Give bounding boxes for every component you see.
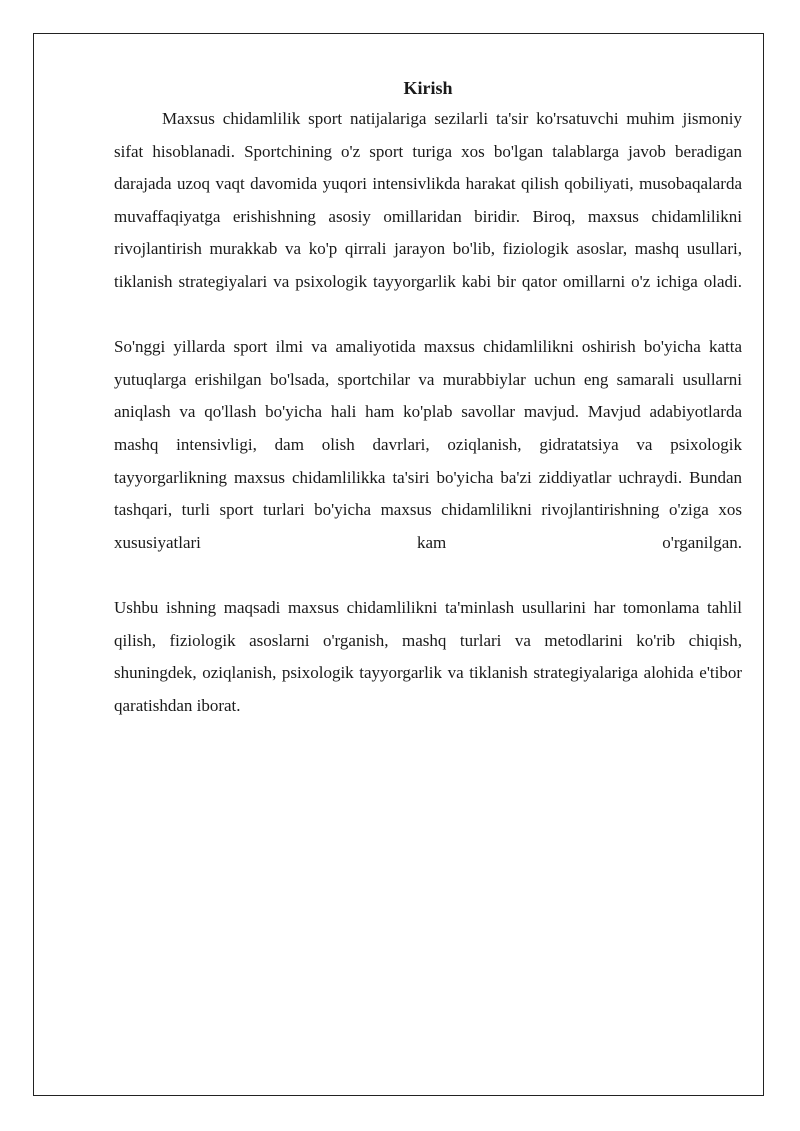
paragraph-gap <box>114 299 742 332</box>
document-title: Kirish <box>403 78 453 98</box>
document-body <box>114 74 742 722</box>
paragraph-aim: Ushbu ishning maqsadi maxsus chidamlilikni ta'minlash usullarini har tomonlama tahlil qilish, fiziologik asoslarni o'rganish, mashq turlari va metodlarini ko'rib chiqish, shuningdek, oziqlanish, psixologik tayyorgarlik va tiklanish strategiyalariga alohida e'tibor qaratishdan iborat. <box>114 597 742 715</box>
paragraph-gap <box>114 559 742 592</box>
paragraph-intro: Maxsus chidamlilik sport natijalariga sezilarli ta'sir ko'rsatuvchi muhim jismoniy sifat hisoblanadi. Sportchining o'z sport turiga xos bo'lgan talablarga javob beradigan darajada uzoq vaqt davomida yuqori intensivlikda harakat qilish qobiliyati, musobaqalarda muvaffaqiyatga erishishning asosiy omillaridan biridir. Biroq, maxsus chidamlilikni rivojlantirish murakkab va ko'p qirrali jarayon bo'lib, fiziologik asoslar, mashq usullari, tiklanish strategiyalari va psixologik tayyorgarlik kabi bir qator omillarni o'z ichiga oladi. <box>114 109 742 291</box>
paragraph-research: So'nggi yillarda sport ilmi va amaliyotida maxsus chidamlilikni oshirish bo'yicha katta yutuqlarga erishilgan bo'lsada, sportchilar va murabbiylar uchun eng samarali usullarni aniqlash va qo'llash bo'yicha hali ham ko'plab savollar mavjud. Mavjud adabiyotlarda mashq intensivligi, dam olish davrlari, oziqlanish, gidratatsiya va psixologik tayyorgarlikning maxsus chidamlilikka ta'siri bo'yicha ba'zi ziddiyatlar uchraydi. Bundan tashqari, turli sport turlari bo'yicha maxsus chidamlilikni rivojlantirishning o'ziga xos xususiyatlari kam o'rganilgan. <box>114 337 742 552</box>
